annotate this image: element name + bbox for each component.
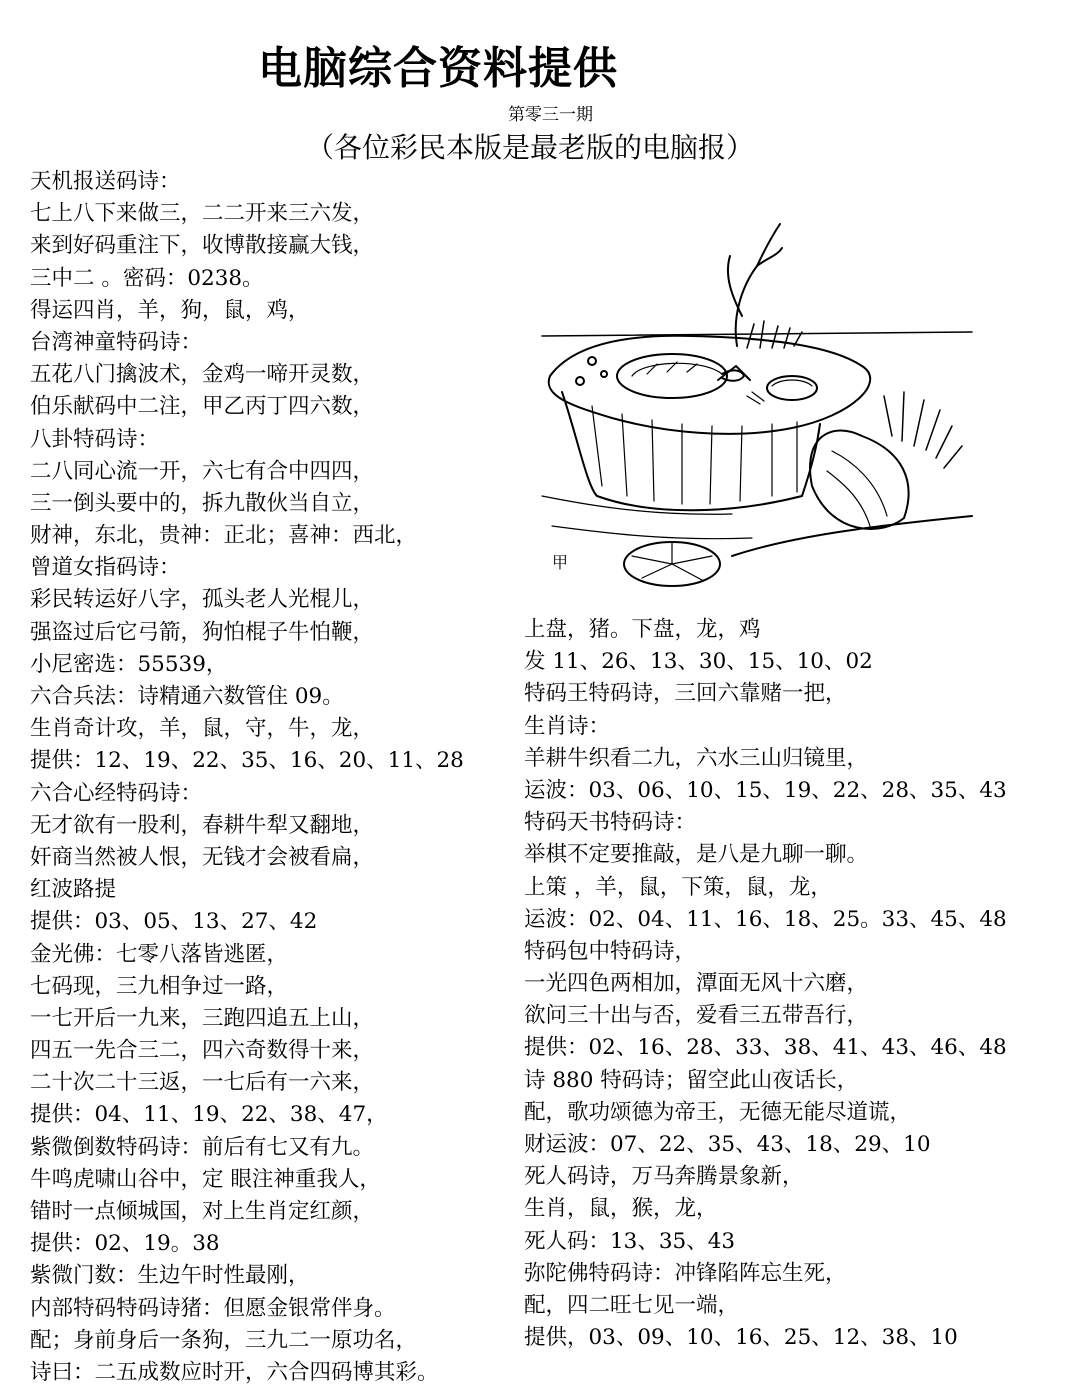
- right-column-line: 配，歌功颂德为帝王，无德无能尽道谎，: [524, 1099, 912, 1125]
- right-column-line: 提供：02、16、28、33、38、41、43、46、48: [524, 1035, 1007, 1061]
- left-column-line: 诗曰：二五成数应时开，六合四码博其彩。: [30, 1359, 439, 1385]
- left-column-line: 三中二 。密码：0238。: [30, 265, 264, 291]
- right-column-line: 提供，03、09、10、16、25、12、38、10: [524, 1325, 958, 1351]
- left-column-line: 金光佛：七零八落皆逃匿，: [30, 941, 289, 967]
- issue-number: 第零三一期: [508, 105, 593, 125]
- left-column-line: 四五一先合三二，四六奇数得十来，: [30, 1038, 375, 1064]
- left-column-line: 财神，东北，贵神：正北；喜神：西北，: [30, 523, 418, 549]
- left-column-line: 五花八门擒波术，金鸡一啼开灵数，: [30, 362, 375, 388]
- left-column-line: 内部特码特码诗猪：但愿金银常伴身。: [30, 1295, 396, 1321]
- illustration-signature: 甲: [552, 553, 569, 572]
- right-column-line: 上策 ，羊，鼠，下策，鼠，龙，: [524, 874, 832, 900]
- right-column-line: 生肖诗：: [524, 713, 611, 739]
- left-column-line: 一七开后一九来，三跑四追五上山，: [30, 1005, 375, 1031]
- subtitle: （各位彩民本版是最老版的电脑报）: [306, 131, 755, 164]
- left-column-line: 强盗过后它弓箭，狗怕棍子牛怕鞭，: [30, 619, 375, 645]
- left-column-line: 提供：04、11、19、22、38、47，: [30, 1102, 388, 1128]
- right-column-line: 弥陀佛特码诗：冲锋陷阵忘生死，: [524, 1260, 847, 1286]
- left-column-line: 六合心经特码诗：: [30, 780, 203, 806]
- right-column-line: 生肖，鼠，猴，龙，: [524, 1196, 718, 1222]
- left-column-line: 无才欲有一股利，春耕牛犁又翻地，: [30, 812, 375, 838]
- left-column-line: 小尼密选：55539，: [30, 651, 228, 677]
- right-column-line: 特码包中特码诗，: [524, 938, 697, 964]
- right-column-line: 发 11、26、13、30、15、10、02: [524, 649, 873, 675]
- left-column-line: 六合兵法：诗精通六数管住 09。: [30, 684, 344, 709]
- left-column-line: 错时一点倾城国，对上生肖定红颜，: [30, 1199, 375, 1224]
- right-column-line: 运波：02、04、11、16、18、25。33、45、48: [524, 906, 1007, 932]
- left-column-line: 生肖奇计攻，羊，鼠，守，牛，龙，: [30, 716, 375, 742]
- left-column-line: 八卦特码诗：: [30, 426, 160, 452]
- right-column-line: 上盘，猪。下盘，龙，鸡: [524, 617, 761, 642]
- left-column-line: 七码现，三九相争过一路，: [30, 973, 289, 999]
- right-column-line: 死人码：13、35、43: [524, 1228, 736, 1254]
- right-column-line: 举棋不定要推敲，是八是九聊一聊。: [524, 842, 869, 868]
- left-column-line: 紫微倒数特码诗：前后有七又有九。: [30, 1134, 375, 1160]
- right-column-line: 特码天书特码诗：: [524, 810, 697, 836]
- right-column-line: 财运波：07、22、35、43、18、29、10: [524, 1132, 931, 1157]
- right-column-line: 诗 880 特码诗；留空此山夜话长，: [524, 1067, 859, 1093]
- left-column-line: 牛鸣虎啸山谷中，定 眼注神重我人，: [30, 1166, 381, 1192]
- left-column: [30, 166, 510, 1389]
- left-column-line: 台湾神童特码诗：: [30, 329, 203, 355]
- left-column-line: 二十次二十三返，一七后有一六来，: [30, 1070, 375, 1096]
- left-column-line: 三一倒头要中的，拆九散伙当自立，: [30, 490, 375, 516]
- left-column-line: 伯乐献码中二注，甲乙丙丁四六数，: [30, 394, 375, 420]
- right-column-line: 一光四色两相加，潭面无风十六磨，: [524, 971, 869, 997]
- right-column-line: 配，四二旺七见一端，: [524, 1292, 740, 1318]
- left-column-line: 提供：12、19、22、35、16、20、11、28: [30, 748, 464, 774]
- right-column-line: 运波：03、06、10、15、19、22、28、35、43: [524, 777, 1007, 803]
- left-column-line: 来到好码重注下，收博散接赢大钱，: [30, 233, 375, 259]
- right-column-line: 羊耕牛织看二九，六水三山归镜里，: [524, 745, 869, 771]
- left-column-line: 红波路提: [30, 877, 117, 903]
- left-column-line: 配；身前身后一条狗，三九二一原功名，: [30, 1327, 418, 1353]
- left-column-line: 七上八下来做三，二二开来三六发，: [30, 201, 375, 227]
- left-column-line: 彩民转运好八字，孤头老人光棍儿，: [30, 587, 375, 613]
- right-column: [524, 614, 1064, 1354]
- turtles-on-rock-illustration: [532, 196, 982, 596]
- right-column-line: 欲问三十出与否，爱看三五带吾行，: [524, 1003, 869, 1029]
- left-column-line: 提供：02、19。38: [30, 1231, 220, 1257]
- left-column-line: 曾道女指码诗：: [30, 555, 181, 581]
- left-column-line: 二八同心流一开，六七有合中四四，: [30, 458, 375, 484]
- right-column-line: 特码王特码诗，三回六靠赌一把，: [524, 681, 847, 707]
- left-column-line: 得运四肖，羊，狗，鼠，鸡，: [30, 297, 310, 323]
- page-title: 电脑综合资料提供: [258, 43, 618, 94]
- left-column-line: 奸商当然被人恨，无钱才会被看扁，: [30, 844, 375, 870]
- left-column-line: 天机报送码诗：: [30, 169, 181, 194]
- left-column-line: 提供：03、05、13、27、42: [30, 909, 318, 935]
- left-column-line: 紫微门数：生边午时性最刚，: [30, 1263, 310, 1289]
- right-column-line: 死人码诗，万马奔腾景象新，: [524, 1164, 804, 1190]
